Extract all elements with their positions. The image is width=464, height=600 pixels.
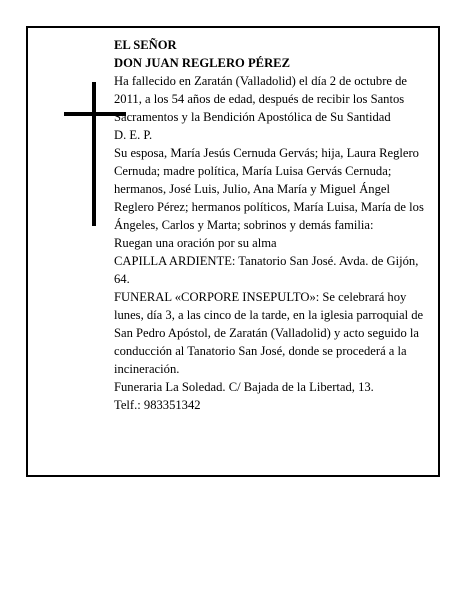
funeral-home-address: Funeraria La Soledad. C/ Bajada de la Libertad, 13. [114,380,374,394]
prayer-request: Ruegan una oración por su alma [114,236,277,250]
cross-vertical-bar [92,82,96,226]
deceased-name: DON JUAN REGLERO PÉREZ [114,56,290,70]
rip-line: D. E. P. [114,128,153,142]
notice-title: EL SEÑOR [114,38,177,52]
funeral-info: FUNERAL «CORPORE INSEPULTO»: Se celebrará hoy lunes, día 3, a las cinco de la tarde, en la iglesia parroquial de San Pedro Apóstol, de Zaratán (Valladolid) y acto seguido la conducción al Tanatorio San José, donde se procederá a la incineración. [114,290,424,376]
family-list: Su esposa, María Jesús Cernuda Gervás; hija, Laura Reglero Cernuda; madre política, María Luisa Gervás Cernuda; hermanos, José Luis, Julio, Ana María y Miguel Ángel Reglero Pérez; hermanos políticos, María Luisa, María de los Ángeles, Carlos y Marta; sobrinos y demás familia: [114,146,424,232]
phone-number: Telf.: 983351342 [114,398,201,412]
death-announcement: Ha fallecido en Zaratán (Valladolid) el día 2 de octubre de 2011, a los 54 años de edad, después de recibir los Santos Sacramentos y la Bendición Apostólica de Su Santidad [114,74,408,124]
notice-text [114,36,432,414]
chapel-info: CAPILLA ARDIENTE: Tanatorio San José. Avda. de Gijón, 64. [114,254,419,286]
